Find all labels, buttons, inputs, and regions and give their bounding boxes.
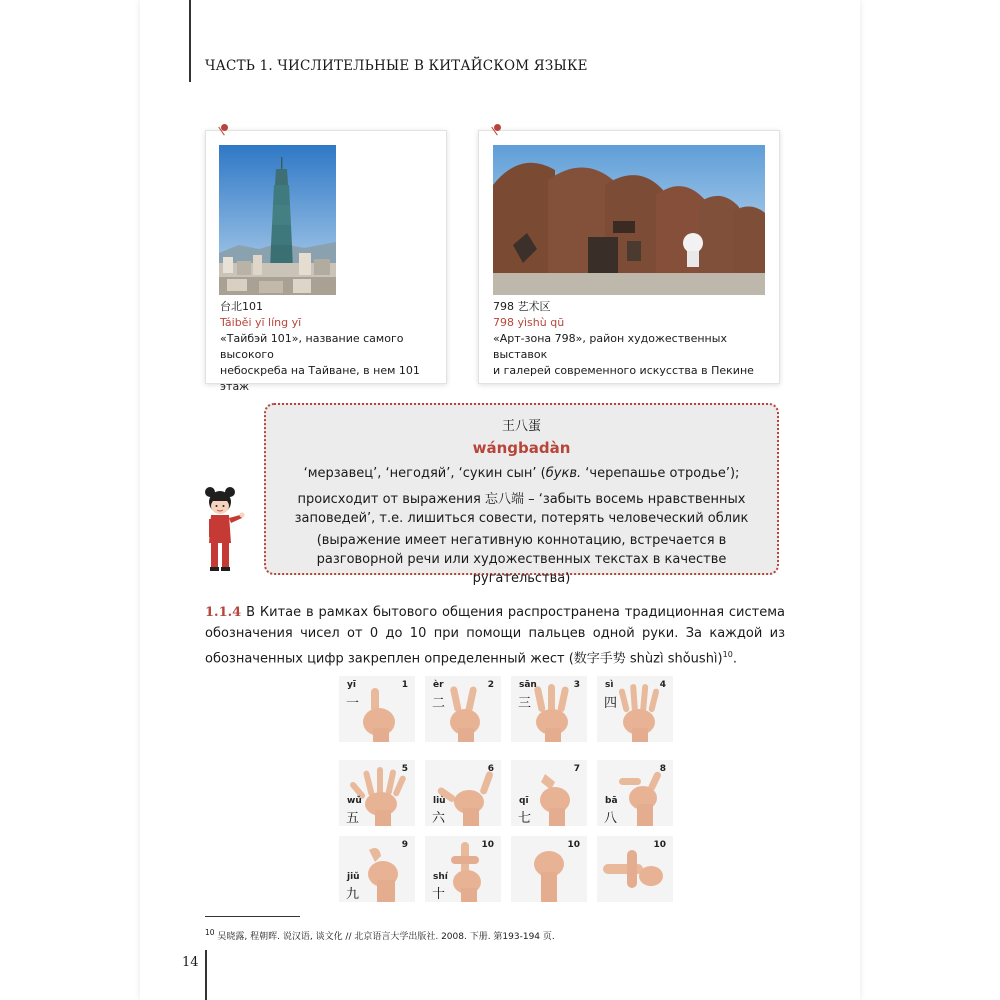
gesture-hanzi: 二 <box>432 696 446 711</box>
caption-pinyin: 798 yìshù qū <box>493 316 565 329</box>
gesture-number: 10 <box>653 840 666 850</box>
art-zone-798-photo <box>493 145 765 295</box>
vocabulary-note-box <box>264 403 779 586</box>
gesture-pinyin: èr <box>433 680 444 690</box>
gesture-cell <box>339 760 415 826</box>
pin-icon <box>494 124 501 131</box>
caption-desc-line2: небоскреба на Тайване, в нем 101 этаж <box>220 364 420 393</box>
note-hanzi: 王八蛋 <box>501 419 541 434</box>
caption-hanzi: 台北101 <box>220 300 263 313</box>
section-paragraph <box>205 602 785 669</box>
note-meaning-post: ‘черепашье отродье’); <box>581 466 740 481</box>
gesture-number: 9 <box>401 840 408 850</box>
paragraph-end: . <box>732 651 737 667</box>
caption-desc-line2: и галерей современного искусства в Пекине <box>493 364 754 377</box>
gesture-number: 10 <box>481 840 494 850</box>
note-meaning-pre: ‘мерзавец’, ‘негодяй’, ‘сукин сын’ ( <box>303 466 546 481</box>
gesture-pinyin: liù <box>433 796 446 806</box>
page-number: 14 <box>182 955 199 970</box>
gesture-cell <box>597 760 673 826</box>
section-number: 1.1.4 <box>205 605 242 620</box>
gesture-pinyin: jiǔ <box>347 872 360 882</box>
note-meaning-italic: букв. <box>545 466 582 481</box>
running-header: ЧАСТЬ 1. ЧИСЛИТЕЛЬНЫЕ В КИТАЙСКОМ ЯЗЫКЕ <box>205 58 588 74</box>
caption-taipei <box>220 299 446 395</box>
gesture-hanzi: 三 <box>518 696 532 711</box>
note-comment: (выражение имеет негативную коннотацию, встречается в разговорной речи или художественных текстах в качестве ругательства) <box>316 533 727 586</box>
pin-icon <box>221 124 228 131</box>
footer-rule <box>205 950 207 1000</box>
caption-desc-line1: «Арт-зона 798», район художественных выставок <box>493 332 727 361</box>
gesture-hanzi: 五 <box>346 811 360 826</box>
gesture-hanzi: 九 <box>346 887 360 902</box>
gesture-number: 3 <box>573 680 580 690</box>
gesture-cell <box>597 676 673 742</box>
gesture-cell <box>511 760 587 826</box>
gesture-number: 7 <box>573 764 580 774</box>
gesture-hanzi: 十 <box>432 887 446 902</box>
photo-card-798 <box>478 130 780 384</box>
note-pinyin: wángbadàn <box>472 439 571 457</box>
gesture-pinyin: shí <box>433 872 448 882</box>
gesture-cell <box>339 676 415 742</box>
photo-card-taipei <box>205 130 447 393</box>
footnote-text: 吴晓露, 程朝晖. 说汉语, 谈文化 // 北京语言大学出版社. 2008. 下册. 第193-194 页. <box>214 932 555 942</box>
footnote-mark: 10 <box>205 928 215 937</box>
note-meaning <box>266 466 777 481</box>
gesture-cell <box>339 836 415 902</box>
gesture-hanzi: 七 <box>518 811 532 826</box>
gesture-cell <box>425 836 501 902</box>
gesture-pinyin: qī <box>519 796 529 806</box>
caption-798 <box>493 299 779 379</box>
footnote <box>205 928 555 942</box>
gesture-cell <box>511 836 587 902</box>
gesture-cell <box>425 760 501 826</box>
gesture-pinyin: wǔ <box>347 796 362 806</box>
gesture-pinyin: sì <box>605 680 614 690</box>
note-origin: происходит от выражения 忘八端 – ‘забыть восемь нравственных заповедей’, т.е. лишиться совести, потерять человеческий облик <box>294 492 749 526</box>
girl-illustration <box>200 485 248 577</box>
gesture-hanzi: 四 <box>604 696 618 711</box>
gesture-hanzi: 六 <box>432 811 446 826</box>
caption-pinyin: Táiběi yī líng yī <box>220 316 302 329</box>
paragraph-text: В Китае в рамках бытового общения распространена традиционная система обозначения чисел от 0 до 10 при помощи пальцев одной руки. За каждой из обозначенных цифр закреплен определенный жест (数字手势 shùzì shǒushì) <box>205 605 785 667</box>
caption-desc-line1: «Тайбэй 101», название самого высокого <box>220 332 404 361</box>
gesture-pinyin: bā <box>605 796 618 806</box>
gesture-number: 4 <box>659 680 666 690</box>
footnote-rule <box>205 916 300 917</box>
gesture-number: 6 <box>487 764 494 774</box>
gesture-number: 2 <box>487 680 494 690</box>
gesture-cell <box>597 836 673 902</box>
footnote-reference: 10 <box>722 650 733 659</box>
header-rule <box>189 0 191 82</box>
gesture-number: 8 <box>659 764 666 774</box>
gesture-number: 10 <box>567 840 580 850</box>
gesture-hanzi: 一 <box>346 696 360 711</box>
gesture-pinyin: sān <box>519 680 537 690</box>
caption-hanzi: 798 艺术区 <box>493 300 551 313</box>
gesture-number: 1 <box>401 680 408 690</box>
gesture-pinyin: yī <box>347 680 356 690</box>
gesture-cell <box>511 676 587 742</box>
gesture-hanzi: 八 <box>604 811 618 826</box>
gesture-cell <box>425 676 501 742</box>
taipei-101-photo <box>219 145 336 295</box>
gesture-number: 5 <box>401 764 408 774</box>
